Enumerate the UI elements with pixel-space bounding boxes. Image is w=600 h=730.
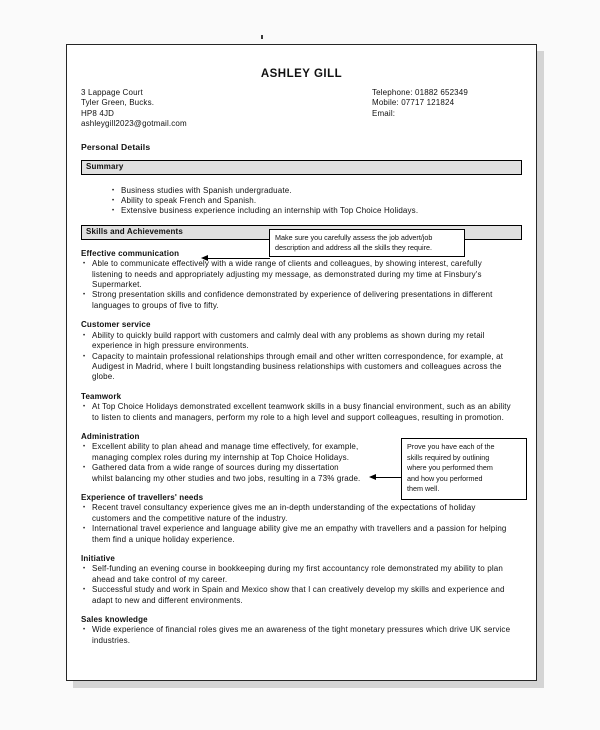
bullet-item: [81, 625, 522, 646]
bullet-item: [81, 585, 522, 606]
bullet-marker: •: [83, 526, 86, 533]
section-heading: Administration: [81, 431, 140, 441]
callout-line: Make sure you carefully assess the job advert/job: [275, 233, 433, 242]
section-heading: Sales knowledge: [81, 615, 148, 625]
bullet-text: Extensive business experience including an internship with Top Choice Holidays.: [121, 206, 419, 216]
bullet-marker: •: [83, 627, 86, 634]
bullet-item: [81, 352, 522, 383]
callout-line: Prove you have each of the: [407, 442, 495, 451]
bullet-item: [81, 186, 522, 196]
bullet-marker: •: [83, 353, 86, 360]
bullet-marker: •: [83, 505, 86, 512]
bullet-marker: •: [83, 587, 86, 594]
address-line: Tyler Green, Bucks.: [81, 98, 155, 108]
bullet-text: International travel experience and language ability give me an empathy with travellers and a passion for helping them find a unique holiday experience.: [92, 524, 507, 544]
annotation-arrow-2: [376, 477, 401, 478]
contact-line: Email:: [372, 108, 396, 118]
contact-block: [372, 88, 522, 130]
annotation-callout-2: [401, 438, 527, 500]
bullet-item: [81, 503, 522, 524]
section-heading: Teamwork: [81, 391, 122, 401]
annotation-arrow-1: [208, 258, 270, 259]
bullet-item: [81, 331, 522, 352]
cv-page: [66, 44, 537, 681]
bullet-text: Capacity to maintain professional relationships through email and other written correspondence, for example, at Audigest in Madrid, where I built longstanding business relationships with customers and colleagues across the globe.: [92, 351, 504, 382]
bullet-text: Successful study and work in Spain and Mexico show that I can creatively develop my skills and experience and adapt to new and different environments.: [92, 585, 505, 605]
bullet-item: [81, 196, 522, 206]
bullet-text: Able to communicate effectively with a wide range of clients and colleagues, by showing interest, carefully listening to needs and appropriately adjusting my message, as demonstrated during my time at Finsbury's Supermarket.: [92, 259, 482, 290]
bullet-marker: •: [83, 465, 86, 472]
contact-header: [81, 88, 522, 130]
section-heading: Experience of travellers' needs: [81, 492, 204, 502]
address-line: 3 Lappage Court: [81, 88, 143, 97]
summary-list: [81, 186, 522, 217]
bullet-item: [81, 206, 522, 216]
section-heading: Initiative: [81, 554, 115, 563]
address-line: ashleygill2023@gotmail.com: [81, 119, 187, 129]
bullet-line: Gathered data from a wide range of sources during my dissertation: [92, 463, 339, 473]
bullet-marker: •: [83, 566, 86, 573]
summary-bar-label: Summary: [86, 161, 124, 171]
bullet-text: Ability to quickly build rapport with customers and calmly deal with any problems as shown during my retail experience in high pressure environments.: [92, 330, 485, 351]
bullet-marker: •: [83, 332, 86, 339]
bullet-item: [81, 564, 522, 585]
contact-line: Telephone: 01882 652349: [372, 88, 468, 97]
callout-line: where you performed them: [407, 463, 493, 473]
bullet-item: [81, 402, 522, 423]
bullet-marker: •: [112, 208, 115, 215]
stray-mark: [261, 35, 263, 39]
bullet-marker: •: [83, 404, 86, 411]
cv-name: ASHLEY GILL: [260, 68, 343, 80]
callout-line: them well.: [407, 484, 440, 494]
bullet-text: [92, 463, 360, 484]
section-heading: Effective communication: [81, 248, 180, 258]
contact-line: Mobile: 07717 121824: [372, 98, 455, 108]
bullet-line: whilst balancing my other studies and two jobs, resulting in a 73% grade.: [92, 473, 361, 483]
bullet-line: Excellent ability to plan ahead and manage time effectively, for example,: [92, 442, 359, 452]
callout-line: description and address all the skills they require.: [275, 243, 433, 252]
personal-details-heading: Personal Details: [81, 141, 151, 152]
skills-bar-label: Skills and Achievements: [86, 226, 183, 236]
section-heading: Customer service: [81, 320, 151, 330]
bullet-text: Business studies with Spanish undergraduate.: [121, 185, 292, 195]
address-block: [81, 88, 372, 130]
bullet-marker: •: [112, 187, 115, 194]
bullet-text: Ability to speak French and Spanish.: [121, 196, 257, 206]
bullet-marker: •: [112, 198, 115, 205]
bullet-marker: •: [83, 444, 86, 451]
bullet-marker: •: [83, 292, 86, 299]
bullet-item: [81, 290, 522, 311]
bullet-text: Recent travel consultancy experience gives me an in-depth understanding of the expectations of holiday customers and the competitive nature of the industry.: [92, 503, 476, 523]
bullet-text: Wide experience of financial roles gives me an awareness of the tight monetary pressures which drive UK service industries.: [92, 625, 511, 645]
bullet-text: Strong presentation skills and confidence demonstrated by experience of delivering presentations in different languages to groups of five to fifty.: [92, 290, 493, 310]
annotation-callout-1: [269, 229, 465, 257]
bullet-marker: •: [83, 261, 86, 268]
bullet-text: At Top Choice Holidays demonstrated excellent teamwork skills in a busy financial environment, such as an ability to listen to clients and managers, perform my role to a high level and support colleagues, resulting in promotion.: [92, 402, 511, 422]
summary-section-bar: [81, 160, 522, 175]
bullet-item: [81, 524, 522, 545]
bullet-item: [81, 259, 522, 290]
bullet-text: Self-funding an evening course in bookkeeping during my first accountancy role demonstrated my ability to plan ahead and take control of my career.: [92, 564, 503, 584]
bullet-text: [92, 442, 358, 463]
callout-line: skills required by outlining: [407, 452, 490, 462]
address-line: HP8 4JD: [81, 108, 115, 118]
callout-line: and how you performed: [407, 473, 483, 483]
bullet-line: managing complex roles during my internship at Top Choice Holidays.: [92, 452, 350, 462]
